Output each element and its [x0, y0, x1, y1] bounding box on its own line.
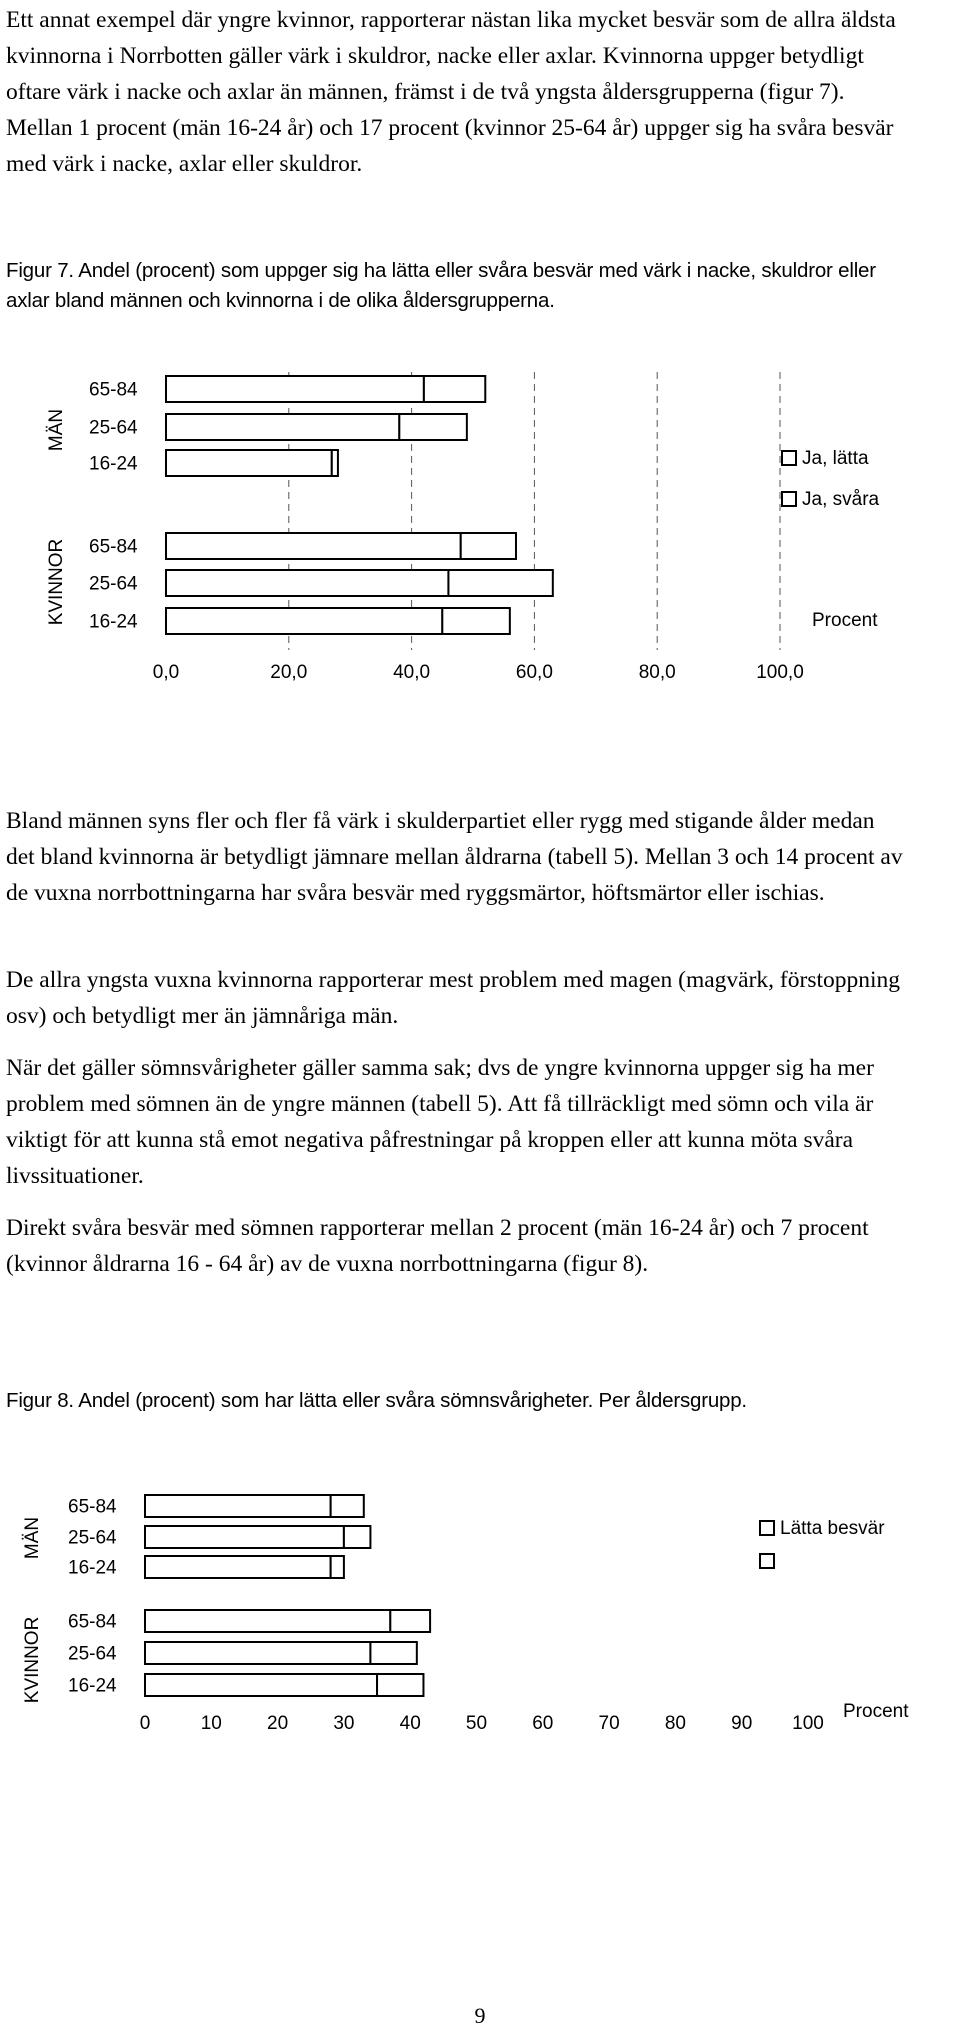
- bar-severe: [390, 1610, 430, 1632]
- x-tick-label: 0: [139, 1713, 151, 1734]
- paragraph-sleep: När det gäller sömnsvårigheter gäller samma sak; dvs de yngre kvinnorna uppger sig ha mer problem med sömnen än de yngre männen (tabell 5). Att få tillräckligt med sömn och vila är viktigt för att kunna stå emot negativa påfrestningar på kroppen eller att kunna möta svåra livssituationer.: [6, 1055, 874, 1189]
- category-label: 16-24: [89, 453, 138, 475]
- bar-light: [145, 1495, 331, 1517]
- legend-swatch: [782, 451, 796, 465]
- category-label: 16-24: [68, 1557, 117, 1579]
- group-label: KVINNOR: [22, 1616, 43, 1704]
- bar-severe: [331, 1495, 364, 1517]
- bar-severe: [448, 570, 552, 596]
- bar-severe: [332, 450, 338, 476]
- x-tick-label: 100: [792, 1713, 824, 1734]
- bar-light: [145, 1556, 331, 1578]
- x-tick-label: 40: [399, 1713, 421, 1734]
- x-tick-label: 50: [465, 1713, 488, 1734]
- bar-severe: [424, 376, 485, 402]
- x-tick-label: 70: [598, 1713, 620, 1734]
- bar-severe: [344, 1526, 371, 1548]
- figure7-chart: [0, 350, 960, 710]
- paragraph-sleep-severe: Direkt svåra besvär med sömnen rapporterar mellan 2 procent (män 16-24 år) och 7 procent (kvinnor åldrarna 16 - 64 år) av de vuxna norrbottningarna (figur 8).: [6, 1215, 869, 1277]
- paragraph-neck-pain: Ett annat exempel där yngre kvinnor, rapporterar nästan lika mycket besvär som de allra äldsta kvinnorna i Norrbotten gäller värk i skuldror, nacke eller axlar. Kvinnorna uppger betydligt oftare värk i nacke och axlar än männen, främst i de två yngsta åldersgrupperna (figur 7). Mellan 1 procent (män 16-24 år) och 17 procent (kvinnor 25-64 år) uppger sig ha svåra besvär med värk i nacke, axlar eller skuldror.: [6, 7, 896, 177]
- x-tick-label: 20,0: [270, 662, 308, 683]
- category-label: 25-64: [89, 417, 138, 439]
- bar-severe: [377, 1674, 423, 1696]
- x-tick-label: 0,0: [152, 662, 180, 683]
- category-label: 25-64: [68, 1527, 117, 1549]
- bar-light: [145, 1642, 370, 1664]
- x-tick-label: 90: [731, 1713, 753, 1734]
- category-label: 25-64: [68, 1643, 117, 1665]
- bar-light: [145, 1674, 377, 1696]
- x-tick-label: 20: [267, 1713, 289, 1734]
- page-number: 9: [474, 2003, 486, 2028]
- category-label: 65-84: [68, 1496, 117, 1518]
- bar-severe: [399, 414, 467, 440]
- bar-light: [166, 570, 448, 596]
- x-tick-label: 100,0: [756, 662, 804, 683]
- legend-swatch: [782, 492, 796, 506]
- x-tick-label: 60: [532, 1713, 554, 1734]
- bar-light: [166, 376, 424, 402]
- legend-label: Ja, lätta: [802, 448, 869, 469]
- x-tick-label: 80,0: [638, 662, 676, 683]
- paragraph-stomach: De allra yngsta vuxna kvinnorna rapporterar mest problem med magen (magvärk, förstoppning osv) och betydligt mer än jämnåriga män.: [6, 967, 901, 1029]
- group-label: KVINNOR: [46, 538, 67, 626]
- x-tick-label: 60,0: [515, 662, 553, 683]
- x-axis-label: Procent: [812, 610, 878, 631]
- bar-light: [145, 1526, 344, 1548]
- category-label: 25-64: [89, 573, 138, 595]
- legend-swatch: [760, 1554, 774, 1568]
- legend-label: Ja, svåra: [802, 489, 880, 510]
- category-label: 65-84: [68, 1611, 117, 1633]
- legend-label: Lätta besvär: [780, 1518, 885, 1539]
- bar-light: [166, 450, 332, 476]
- category-label: 16-24: [89, 611, 138, 633]
- bar-light: [145, 1610, 390, 1632]
- figure8-caption: Figur 8. Andel (procent) som har lätta eller svåra sömnsvårigheter. Per åldersgrupp.: [6, 1389, 747, 1412]
- bar-light: [166, 533, 461, 559]
- x-tick-label: 80: [664, 1713, 686, 1734]
- bar-light: [166, 414, 399, 440]
- group-label: MÄN: [22, 1516, 43, 1560]
- bar-light: [166, 608, 442, 634]
- x-axis-label: Procent: [843, 1701, 909, 1722]
- category-label: 65-84: [89, 379, 138, 401]
- bar-severe: [331, 1556, 344, 1578]
- figure8-chart: [0, 1470, 960, 1740]
- paragraph-back-pain: Bland männen syns fler och fler få värk i skulderpartiet eller rygg med stigande ålder medan det bland kvinnorna är betydligt jämnare mellan åldrarna (tabell 5). Mellan 3 och 14 procent av de vuxna norrbottningarna har svåra besvär med ryggsmärtor, höftsmärtor eller ischias.: [6, 808, 903, 906]
- bar-severe: [461, 533, 516, 559]
- category-label: 16-24: [68, 1675, 117, 1697]
- x-tick-label: 10: [200, 1713, 222, 1734]
- figure7-caption: Figur 7. Andel (procent) som uppger sig ha lätta eller svåra besvär med värk i nacke, skuldror eller axlar bland männen och kvinnorna i de olika åldersgrupperna.: [6, 259, 876, 312]
- bar-severe: [442, 608, 510, 634]
- group-label: MÄN: [46, 408, 67, 452]
- x-tick-label: 40,0: [393, 662, 431, 683]
- x-tick-label: 30: [333, 1713, 355, 1734]
- legend-swatch: [760, 1521, 774, 1535]
- category-label: 65-84: [89, 536, 138, 558]
- bar-severe: [370, 1642, 416, 1664]
